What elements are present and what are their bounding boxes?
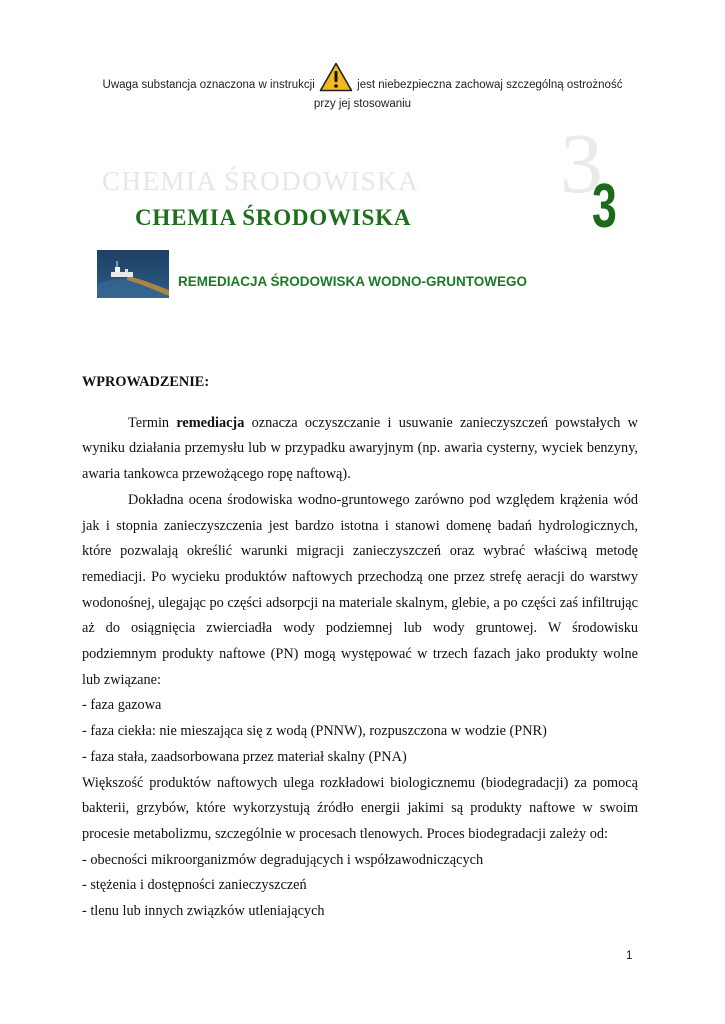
list-item-factor: - obecności mikroorganizmów degradujących i współzawodniczących: [82, 851, 484, 868]
warning-line-2: przy jej stosowaniu: [313, 98, 412, 110]
banner-number: 3: [592, 172, 617, 241]
warning-text-before: Uwaga substancja oznaczona w instrukcji: [102, 79, 315, 91]
list-item-phase: - faza stała, zaadsorbowana przez materiał skalny (PNA): [82, 748, 407, 765]
list-item-phase: - faza gazowa: [82, 697, 162, 714]
list-item-factor: - tlenu lub innych związków utleniających: [82, 903, 325, 920]
page-number: 1: [626, 950, 633, 962]
list-item-factor: - stężenia i dostępności zanieczyszczeń: [82, 877, 307, 894]
warning-text-after: jest niebezpieczna zachowaj szczególną ostrożność: [357, 79, 623, 91]
paragraph-assessment: Dokładna ocena środowiska wodno-gruntowego zarówno pod względem krążenia wód jak i stopnia zanieczyszczenia jest bardzo istotna i stanowi domenę badań hydrologicznych, które pozwalają określić warunki migracji zanieczyszczeń oraz wybrać właściwą metodę remediacji. Po wycieku produktów naftowych przechodzą one przez strefę aeracji do warstwy wodonośnej, ulegając po części adsorpcji na materiale skalnym, glebie, a po części zaś infiltrując aż do osiągnięcia zwierciadła wody podziemnej lub wody gruntowej. W środowisku podziemnym produkty naftowe (PN) mogą występować w trzech fazach jako produkty wolne lub związane:: [82, 491, 638, 688]
banner-title: CHEMIA ŚRODOWISKA: [135, 205, 412, 230]
banner-ghost-number: 3: [560, 115, 603, 211]
p1-before: Termin: [128, 414, 177, 431]
warning-header: [60, 62, 665, 114]
list-item-phase: - faza ciekła: nie mieszająca się z wodą (PNNW), rozpuszczona w wodzie (PNR): [82, 723, 547, 740]
subtitle: REMEDIACJA ŚRODOWISKA WODNO-GRUNTOWEGO: [178, 274, 527, 289]
p1-term: remediacja: [176, 414, 245, 431]
p1-after: oznacza oczyszczanie i usuwanie zanieczyszczeń powstałych w wyniku działania przemysłu lub w przypadku awaryjnym (np. awaria cysterny, wyciek benzyny, awaria tankowca przewożącego ropę naftową).: [82, 414, 638, 483]
warning-triangle-icon: [319, 62, 353, 92]
tanker-oil-spill-photo: [97, 250, 169, 298]
document-body: [82, 370, 638, 925]
banner-ghost-title: CHEMIA ŚRODOWISKA: [102, 166, 420, 196]
section-heading: WPROWADZENIE:: [82, 374, 210, 390]
paragraph-biodegradation: Większość produktów naftowych ulega rozkładowi biologicznemu (biodegradacji) za pomocą bakterii, grzybów, które wykorzystują źródło energii jakimi są produkty naftowe w swoim procesie metabolizmu, szczególnie w procesach tlenowych. Proces biodegradacji zależy od:: [82, 774, 638, 842]
warning-line-1: [60, 62, 665, 95]
paragraph-remediation: [82, 411, 638, 488]
